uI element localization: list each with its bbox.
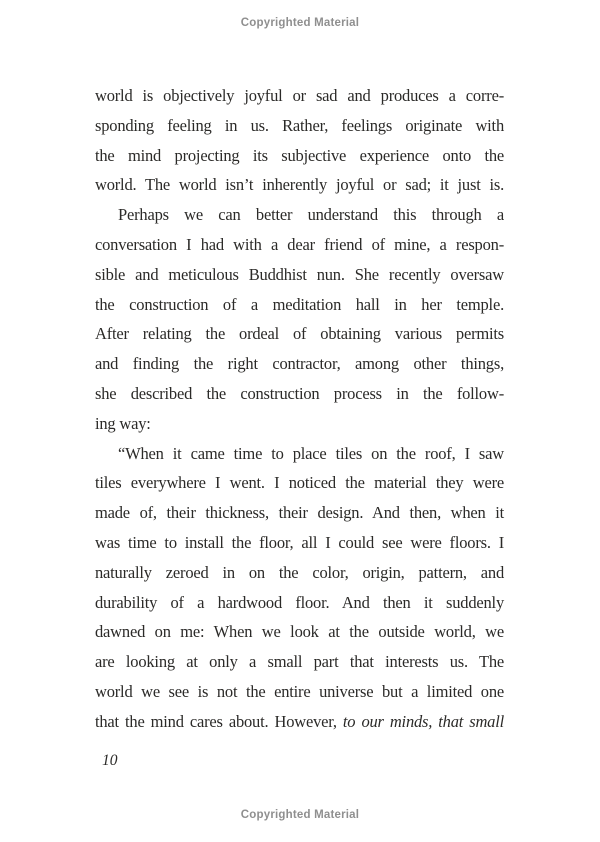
text-line: world is objectively joyful or sad and produces a corre-	[95, 86, 504, 105]
text-line: and finding the right contractor, among other things,	[95, 354, 504, 374]
copyright-watermark-bottom: Copyrighted Material	[240, 809, 360, 821]
text-line: ing way:	[95, 413, 151, 433]
text-line: world we see is not the entire universe but a limited one	[95, 681, 504, 701]
page-number: 10	[102, 752, 118, 769]
text-line: conversation I had with a dear friend of mine, a respon-	[95, 234, 504, 254]
text-line: was time to install the floor, all I could see were floors. I	[95, 532, 504, 552]
text-line: Perhaps we can better understand this through a	[118, 205, 504, 225]
copyright-watermark-top: Copyrighted Material	[240, 17, 360, 29]
text-line: that the mind cares about. However, to our minds, that small	[95, 711, 504, 731]
text-line: are looking at only a small part that interests us. The	[95, 652, 504, 672]
text-line: dawned on me: When we look at the outside world, we	[95, 622, 504, 642]
text-line: she described the construction process in the follow-	[95, 383, 504, 403]
text-line: the mind projecting its subjective experience onto the	[95, 145, 504, 165]
paragraph	[95, 200, 504, 438]
text-line: “When it came time to place tiles on the roof, I saw	[118, 443, 504, 463]
text-line: naturally zeroed in on the color, origin, pattern, and	[95, 562, 504, 582]
text-line: the construction of a meditation hall in her temple.	[95, 294, 504, 314]
paragraph	[95, 81, 504, 200]
paragraph	[95, 439, 504, 737]
text-line: world. The world isn’t inherently joyful or sad; it just is.	[95, 175, 504, 195]
text-line: tiles everywhere I went. I noticed the material they were	[95, 473, 504, 493]
book-text	[95, 81, 504, 737]
text-line: made of, their thickness, their design. And then, when it	[95, 503, 504, 523]
text-line: After relating the ordeal of obtaining various permits	[95, 324, 504, 344]
text-line: sible and meticulous Buddhist nun. She recently oversaw	[95, 264, 504, 284]
text-line: sponding feeling in us. Rather, feelings originate with	[95, 115, 504, 135]
text-line: durability of a hardwood floor. And then it suddenly	[95, 592, 504, 612]
